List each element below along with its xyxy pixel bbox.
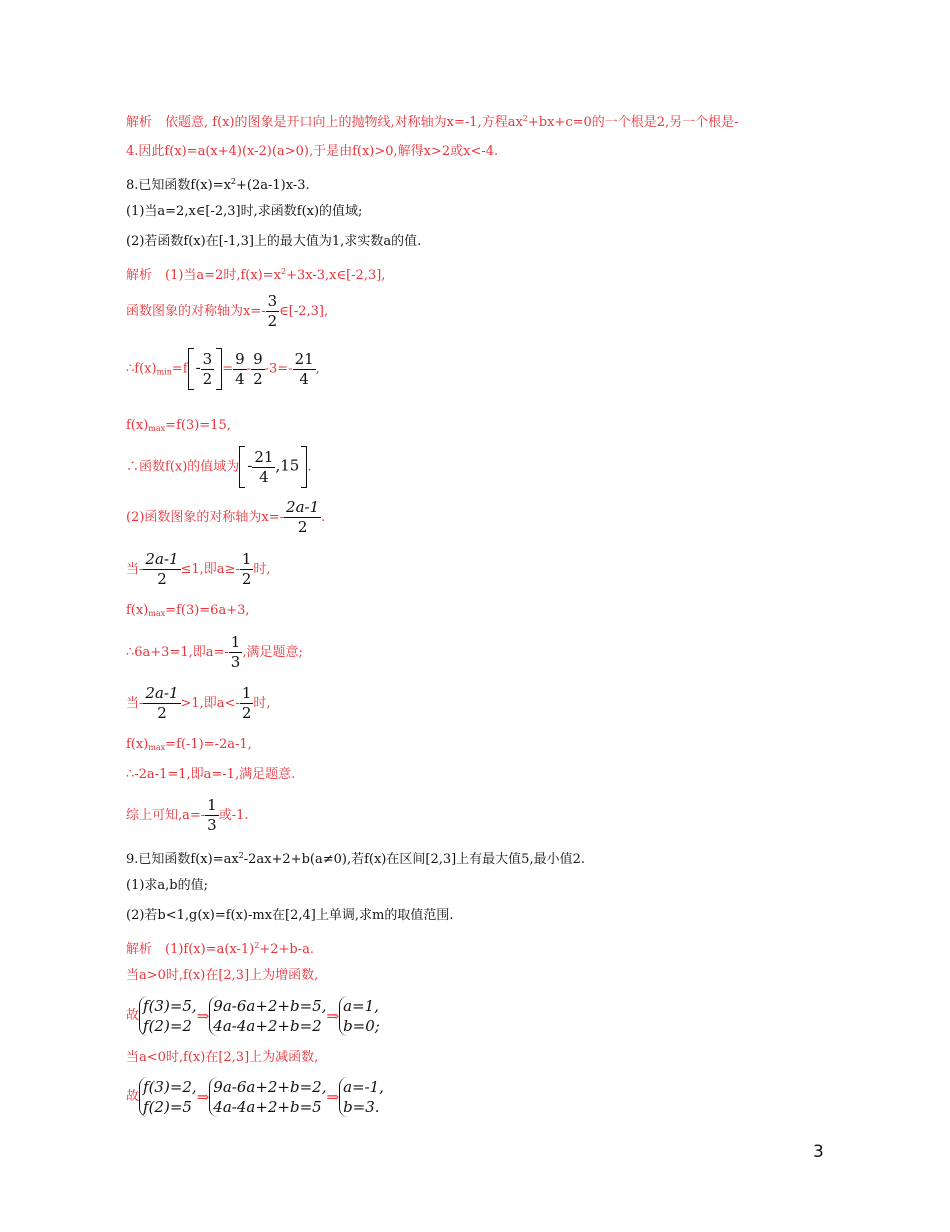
q8-solution-2: 函数图象的对称轴为x=- $\frac{3}{2}$ ∈[-2,3], <box>126 292 329 330</box>
q8-solution-3: $\therefore f(x)_{min}=f$ - $\frac{3}{2}$ = $\frac{9}{4}$ - $\frac{9}{2}$ -3=- $\frac{21}{4}$ , <box>126 348 320 390</box>
q8-solution-5: ∴函数f(x)的值域为 - $\frac{21}{4}$ ,15 . <box>126 446 311 488</box>
q9-stem: 9.已知函数$f(x)=ax^2-2ax+2+b(a\ne 0)$,若f(x)在区间[2,3]上有最大值5,最小值2. <box>126 851 585 867</box>
q8-part2: (2)若函数f(x)在[-1,3]上的最大值为1,求实数a的值. <box>126 234 422 249</box>
prev-solution-line-2: 4.因此f(x)=a(x+4)(x-2)(a>0),于是由f(x)>0,解得x>2或x<-4. <box>126 144 499 159</box>
q8-stem: 8.已知函数$f(x)=x^2+(2a-1)x-3$. <box>126 177 310 193</box>
prev-solution-line-1: 解析 依题意, f(x)的图象是开口向上的抛物线,对称轴为x=-1,方程$ax^2+bx+c=0$的一个根是2,另一个根是- <box>126 114 739 130</box>
q9-part1: (1)求a,b的值; <box>126 878 208 893</box>
q9-system-2: 故 f(3)=2, f(2)=5 ⇒ 9a-6a+2+b=2, 4a-4a+2+b=5 ⇒ a=-1, b=3. <box>126 1078 384 1116</box>
q8-solution-12: ∴-2a-1=1,即a=-1,满足题意. <box>126 767 296 782</box>
page-number: 3 <box>813 1142 824 1162</box>
q9-solution-3: 当a<0时,f(x)在[2,3]上为减函数, <box>126 1050 319 1065</box>
q8-solution-1: 解析 (1)当a=2时$,f(x)=x^2+3x-3,x\in[-2,3]$, <box>126 267 386 283</box>
q9-solution-2: 当a>0时,f(x)在[2,3]上为增函数, <box>126 968 319 983</box>
q8-solution-7: 当- $\frac{2a-1}{2}$ ≤1,即a≥- $\frac{1}{2}$ 时, <box>126 550 271 588</box>
q8-solution-9: ∴6a+3=1,即a=- $\frac{1}{3}$ ,满足题意; <box>126 633 303 671</box>
q9-part2: (2)若b<1,g(x)=f(x)-mx在[2,4]上单调,求m的取值范围. <box>126 908 454 923</box>
q8-part1: (1)当a=2,x∈[-2,3]时,求函数f(x)的值域; <box>126 204 363 219</box>
q9-system-1: 故 f(3)=5, f(2)=2 ⇒ 9a-6a+2+b=5, 4a-4a+2+b=2 ⇒ a=1, b=0; <box>126 997 380 1035</box>
q8-solution-10: 当- $\frac{2a-1}{2}$ >1,即a<- $\frac{1}{2}$ 时, <box>126 684 271 722</box>
q8-solution-11: $f(x)_{max}=f(-1)=-2a-1$, <box>126 737 252 752</box>
q8-solution-13: 综上可知,a=- $\frac{1}{3}$ 或-1. <box>126 796 249 834</box>
q8-solution-4: $f(x)_{max}=f(3)=15$, <box>126 418 231 433</box>
q8-solution-8: $f(x)_{max}=f(3)=6a+3$, <box>126 603 250 618</box>
q8-solution-6: (2)函数图象的对称轴为x=- $\frac{2a-1}{2}$ . <box>126 498 326 536</box>
q9-solution-1: 解析 $(1)f(x)=a(x-1)^2+2+b-a$. <box>126 941 315 957</box>
